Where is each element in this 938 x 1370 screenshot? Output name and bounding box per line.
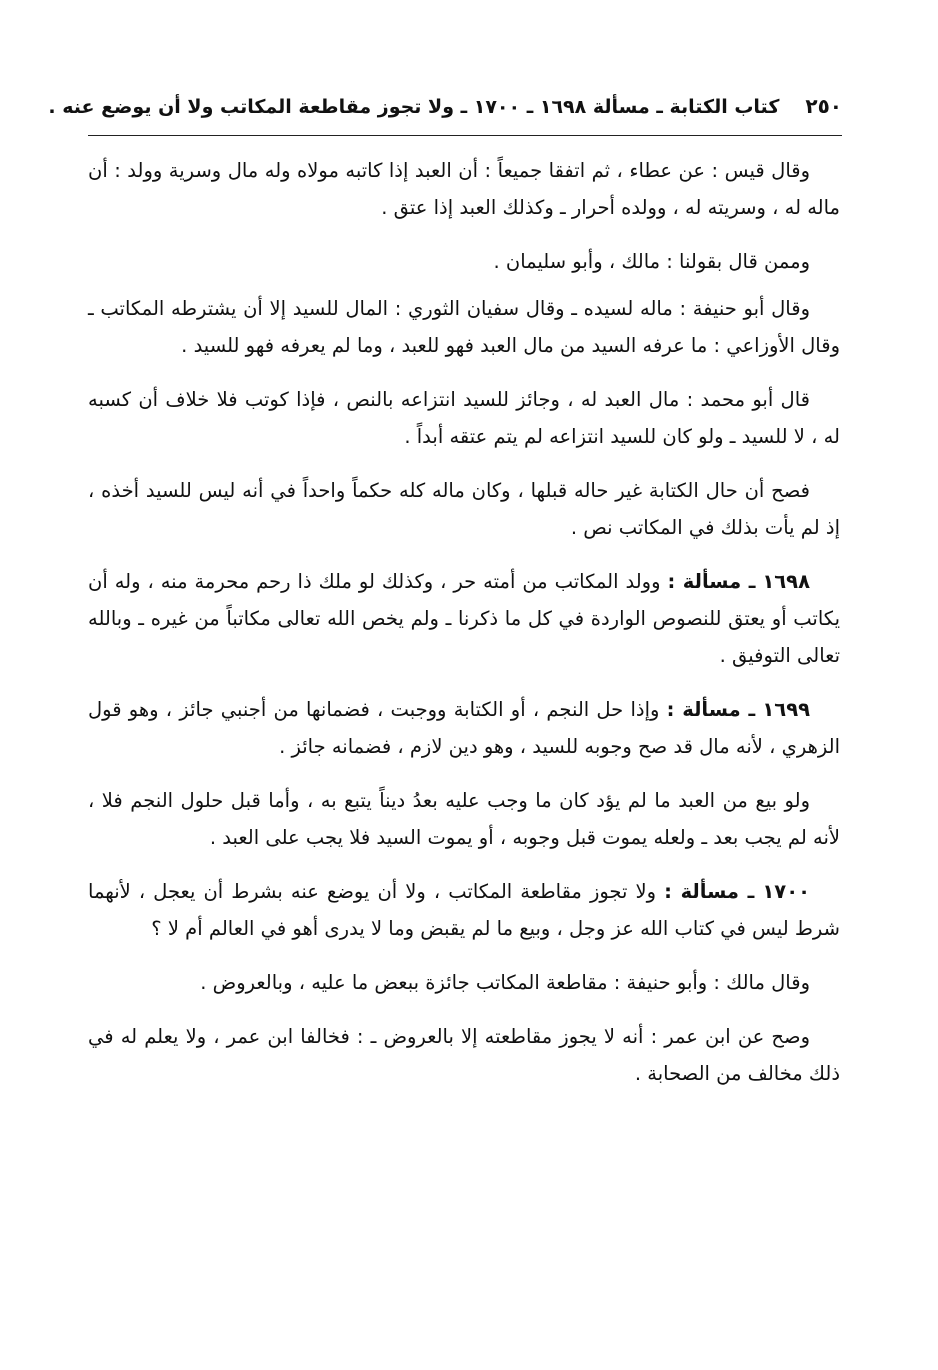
page-header: [48, 78, 842, 118]
issue-number: ١٧٠٠: [762, 880, 810, 903]
paragraph-text: قال أبو محمد : مال العبد له ، وجائز للسيد انتزاعه بالنص ، فإذا كوتب فلا خلاف أن كسبه له ، لا للسيد ـ ولو كان للسيد انتزاعه لم يتم عتقه أبداً .: [88, 388, 840, 448]
paragraph-text: وولد المكاتب من أمته حر ، وكذلك لو ملك ذا رحم محرمة منه ، وله أن يكاتب أو يعتق للنصوص الواردة في كل ما ذكرنا ـ ولم يخص الله تعالى مكاتباً من غيره ـ وبالله تعالى التوفيق .: [88, 570, 840, 667]
paragraph-text: وقال قيس : عن عطاء ، ثم اتفقا جميعاً : أن العبد إذا كاتبه مولاه وله مال وسرية وولد : أن ماله له ، وسريته له ، وولده أحرار ـ وكذلك العبد إذا عتق .: [88, 159, 840, 219]
issue-paragraph: [88, 691, 840, 765]
paragraph-text: وإذا حل النجم ، أو الكتابة ووجبت ، فضمانها من أجنبي جائز ، وهو قول الزهري ، لأنه مال قد صح وجوبه للسيد ، وهو دين لازم ، فضمانه جائز .: [88, 698, 840, 758]
paragraph-text: ولا تجوز مقاطعة المكاتب ، ولا أن يوضع عنه بشرط أن يعجل ، لأنهما شرط ليس في كتاب الله عز وجل ، وبيع ما لم يقبض وما لا يدرى أهو في العالم أم لا ؟: [88, 880, 840, 940]
page-number: ٢٥٠: [805, 94, 842, 118]
paragraph: [88, 381, 840, 455]
paragraph-text: وقال مالك : وأبو حنيفة : مقاطعة المكاتب جائزة ببعض ما عليه ، وبالعروض .: [200, 971, 810, 994]
paragraph: [88, 290, 840, 364]
header-rule: [88, 135, 842, 136]
paragraph: [88, 1018, 840, 1092]
paragraph: [88, 152, 840, 226]
page-body: [88, 152, 840, 1109]
issue-label: ـ مسألة :: [666, 698, 756, 721]
issue-label: ـ مسألة :: [664, 880, 755, 903]
paragraph: [88, 782, 840, 856]
paragraph: [88, 243, 840, 280]
issue-paragraph: [88, 873, 840, 947]
paragraph-text: فصح أن حال الكتابة غير حاله قبلها ، وكان ماله كله حكماً واحداً في أنه ليس للسيد أخذه ، إذ لم يأت بذلك في المكاتب نص .: [88, 479, 840, 539]
paragraph-text: وصح عن ابن عمر : أنه لا يجوز مقاطعته إلا بالعروض ـ : فخالفا ابن عمر ، ولا يعلم له في ذلك مخالف من الصحابة .: [88, 1025, 840, 1085]
issue-number: ١٦٩٨: [762, 570, 810, 593]
issue-number: ١٦٩٩: [762, 698, 810, 721]
running-title: كتاب الكتابة ـ مسألة ١٦٩٨ ـ ١٧٠٠ ـ ولا تجوز مقاطعة المكاتب ولا أن يوضع عنه .: [48, 96, 780, 118]
paragraph: [88, 472, 840, 546]
paragraph: [88, 964, 840, 1001]
paragraph-text: ولو بيع من العبد ما لم يؤد كان ما وجب عليه بعدُ ديناً يتبع به ، وأما قبل حلول النجم فلا ، لأنه لم يجب بعد ـ ولعله يموت قبل وجوبه ، أو يموت السيد فلا يجب على العبد .: [88, 789, 840, 849]
paragraph-text: وممن قال بقولنا : مالك ، وأبو سليمان .: [493, 250, 810, 273]
issue-label: ـ مسألة :: [667, 570, 756, 593]
issue-paragraph: [88, 563, 840, 674]
paragraph-text: وقال أبو حنيفة : ماله لسيده ـ وقال سفيان الثوري : المال للسيد إلا أن يشترطه المكاتب ـ وقال الأوزاعي : ما عرفه السيد من مال العبد فهو للعبد ، وما لم يعرفه فهو للسيد .: [88, 297, 840, 357]
